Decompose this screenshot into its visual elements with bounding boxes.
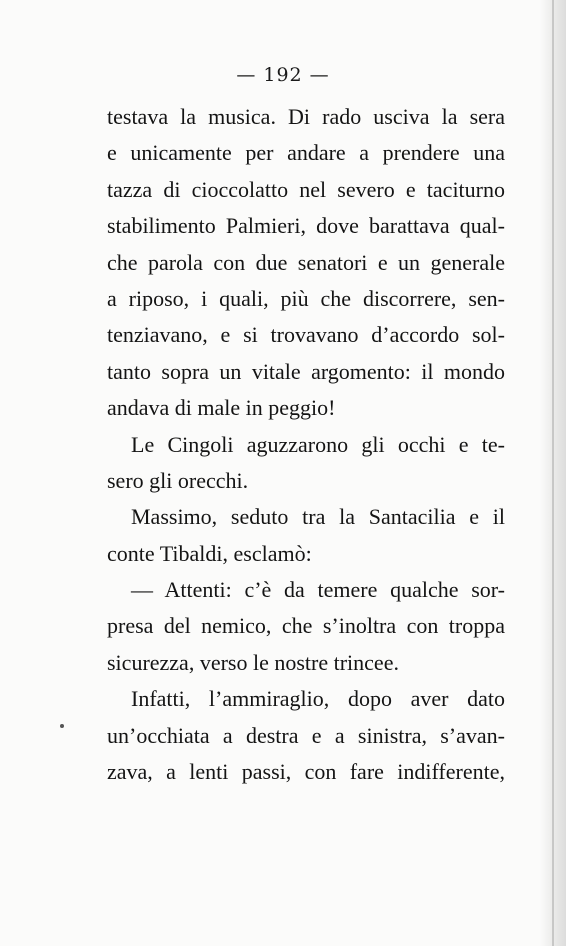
text-line: Le Cingoli aguzzarono gli occhi e te- [131, 431, 505, 457]
text-line: un’occhiata a destra e a sinistra, s’avan- [107, 722, 505, 748]
text-line: zava, a lenti passi, con fare indifferente, [107, 759, 505, 785]
text-line: tazza di cioccolatto nel severo e taciturno [107, 176, 505, 202]
text-line: tanto sopra un vitale argomento: il mondo [107, 358, 505, 384]
text-line: e unicamente per andare a prendere una [107, 140, 505, 166]
text-line: Massimo, seduto tra la Santacilia e il [131, 504, 505, 530]
text-line: che parola con due senatori e un generale [107, 249, 505, 275]
text-line: a riposo, i quali, più che discorrere, sen- [107, 285, 505, 311]
ink-speck [60, 724, 64, 728]
page-number: — 192 — [236, 64, 330, 86]
body-text [107, 99, 505, 790]
text-line: sero gli orecchi. [107, 467, 249, 493]
text-line: sicurezza, verso le nostre trincee. [107, 649, 399, 675]
text-line: presa del nemico, che s’inoltra con troppa [107, 613, 505, 639]
text-line: testava la musica. Di rado usciva la sera [107, 104, 505, 129]
text-line: conte Tibaldi, esclamò: [107, 540, 312, 566]
text-line: andava di male in peggio! [107, 395, 336, 421]
text-line: tenziavano, e si trovavano d’accordo sol- [107, 322, 505, 348]
text-line: Infatti, l’ammiraglio, dopo aver dato [131, 686, 505, 712]
text-line: — Attenti: c’è da temere qualche sor- [131, 577, 505, 603]
page-edge-line [552, 0, 554, 946]
text-line: stabilimento Palmieri, dove barattava qual- [107, 213, 505, 239]
